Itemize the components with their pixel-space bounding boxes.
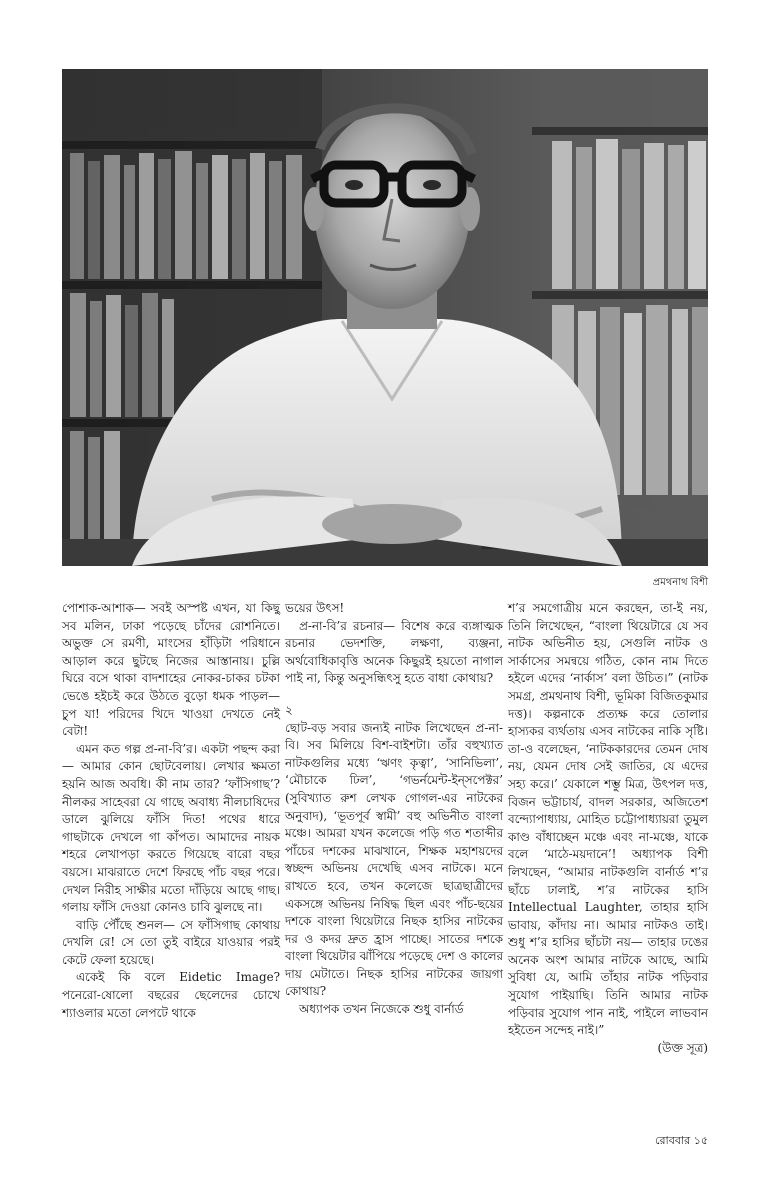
paragraph: প্র-না-বি’র রচনার— বিশেষ করে ব্যঙ্গাত্মক রচনার ভেদশক্তি, লক্ষণা, ব্যঞ্জনা, অর্থবোধিকাবৃত্তি অনেক কিছুরই হয়তো নাগাল পাই না, কিন্তু অনুসন্ধিৎসু হতে বাধা কোথায়? (285, 618, 503, 686)
paragraph: শ’র সমগোত্রীয় মনে করছেন, তা-ই নয়, তিনি লিখেছেন, “বাংলা থিয়েটারে যে সব নাটক অভিনীত হয়, সেগুলি নাটক ও সার্কাসের সমন্বয়ে গঠিত, কোন নাম দিতে হইলে এদের ‘নার্কাস’ বলা উচিত।” (নাটক সমগ্র, প্রমথনাথ বিশী, ভূমিকা বিজিতকুমার দত্ত)। কল্পনাকে প্রত্যক্ষ করে তোলার হাস্যকর ব্যর্থতায় এসব নাটকের নাকি সৃষ্টি। তা-ও বলেছেন, ‘নাটককারদের তেমন দোষ নয়, যেমন দোষ সেই জাতির, যে এদের সহ্য করে।’ যেকালে শম্ভু মিত্র, উৎপল দত্ত, বিজন ভট্টাচার্য, বাদল সরকার, অজিতেশ বন্দ্যোপাধ্যায়, মোহিত চট্টোপাধ্যায়রা তুমুল কাণ্ড বাঁধাচ্ছেন মঞ্চে এবং না-মঞ্চে, যাকে বলে ‘মাঠে-ময়দানে’! অধ্যাপক বিশী লিখছেন, “আমার নাটকগুলি বার্নার্ড শ’র ছাঁচে ঢালাই, শ’র নাটকের হাসি Intellectual Laughter, তাহার হাসি ভাবায়, কাঁদায় না। আমার নাটকও তাই। শুধু শ’র হাসির ছাঁচটা নয়— তাহার ঢঙের অনেক অংশ আমার নাটকে আছে, আমি সুবিধা যে, আমি তাঁহার নাটক পড়িবার সুযোগ পাইয়াছি। তিনি আমার নাটক পড়িবার সুযোগ পান নাই, পাইলে লাভবান হইতেন সন্দেহ নাই।” (508, 601, 708, 1038)
author-photograph (62, 69, 708, 566)
page-folio: রোববার ১৫ (655, 1134, 708, 1147)
paragraph: পোশাক-আশাক— সবই অস্পষ্ট এখন, যা কিছু সব মলিন, ঢাকা পড়েছে চাঁদের রোশনিতে। অভুক্ত সে রমণী, মাংসের হাঁড়িটা পরিধানে আড়াল করে ছুটছে নিজের আস্তানায়। চুল্লি ঘিরে বসে থাকা বাদশাহের নোকর-চাকর চটকা ভেঙে হইচই করে উঠতে বুড়ো ধমক পাড়ল— চুপ যা! পরিদের খিদে খাওয়া দেখতে নেই বেটা! (62, 601, 280, 739)
paragraph: একেই কি বলে Eidetic Image? পনেরো-ষোলো বছরের ছেলেদের চোখে শ্যাওলার মতো লেপটে থাকে (62, 970, 280, 1020)
paragraph: ভয়ের উৎস! (285, 601, 345, 615)
photo-caption: প্রমথনাথ বিশী (652, 577, 708, 588)
face (314, 109, 470, 309)
paragraph: এমন কত গল্প প্র-না-বি’র। একটা পছন্দ করা— আমার কোন ছোটবেলায়। লেখার ক্ষমতা হয়নি আজ অবধি। কী নাম তার? ‘ফাঁসিগাছ’? নীলকর সাহেবরা যে গাছে অবাধ্য নীলচাষিদের ডালে ঝুলিয়ে ফাঁসি দিত! পথের ধারে গাছটাকে দেখলে গা কাঁপত। আমাদের নায়ক শহরে লেখাপড়া করতে গিয়েছে বারো বছর বয়সে। মাঝরাতে দেশে ফিরছে পাঁচ বছর পরে। দেখল নিরীহ সাক্ষীর মতো দাঁড়িয়ে আছে গাছ। গলায় ফাঁসি দেওয়া কোনও চাবি ঝুলছে না। (62, 741, 280, 915)
text-column-3 (508, 600, 708, 1057)
text-column-1 (62, 600, 280, 1022)
text-column-2 (285, 600, 503, 1019)
portrait-image (62, 69, 708, 566)
paragraph: বাড়ি পৌঁছে শুনল— সে ফাঁসিগাছ কোথায় দেখলি রে! সে তো তুই বাইরে যাওয়ার পরই কেটে ফেলা হয়েছে। (62, 917, 280, 967)
paragraph: অধ্যাপক তখন নিজেকে শুধু বার্নার্ড (299, 1002, 464, 1017)
paragraph: ছোট-বড় সবার জন্যই নাটক লিখেছেন প্র-না-বি। সব মিলিয়ে বিশ-বাইশটা। তাঁর বহুখ্যাত নাটকগুলির মধ্যে ‘ঋণং কৃত্বা’, ‘সানিভিলা’, ‘মৌচাকে ঢিল’, ‘গভর্নমেন্ট-ইন্‌সপেক্টর’ (সুবিখ্যাত রুশ লেখক গোগল-এর নাটকের অনুবাদ), ‘ভূতপূর্ব স্বামী’ বহু অভিনীত বাংলা মঞ্চে। আমরা যখন কলেজে পড়ি গত শতাব্দীর পাঁচের দশকের মাঝখানে, শিক্ষক মহাশয়দের স্বচ্ছন্দ অভিনয় দেখেছি এসব নাটকে। মনে রাখতে হবে, তখন কলেজে ছাত্রছাত্রীদের একসঙ্গে অভিনয় নিষিদ্ধ ছিল এবং পাঁচ-ছয়ের দশকে বাংলা থিয়েটারে নিছক হাসির নাটকের দর ও কদর দ্রুত হ্রাস পাচ্ছে। সাতের দশকে বাংলা থিয়েটার ঝাঁপিয়ে পড়েছে দেশ ও কালের দায় মেটাতে। নিছক হাসির নাটকের জায়গা কোথায়? (285, 720, 503, 999)
section-number: ২ (285, 702, 293, 717)
citation: (উক্ত সূত্র) (657, 1040, 708, 1055)
